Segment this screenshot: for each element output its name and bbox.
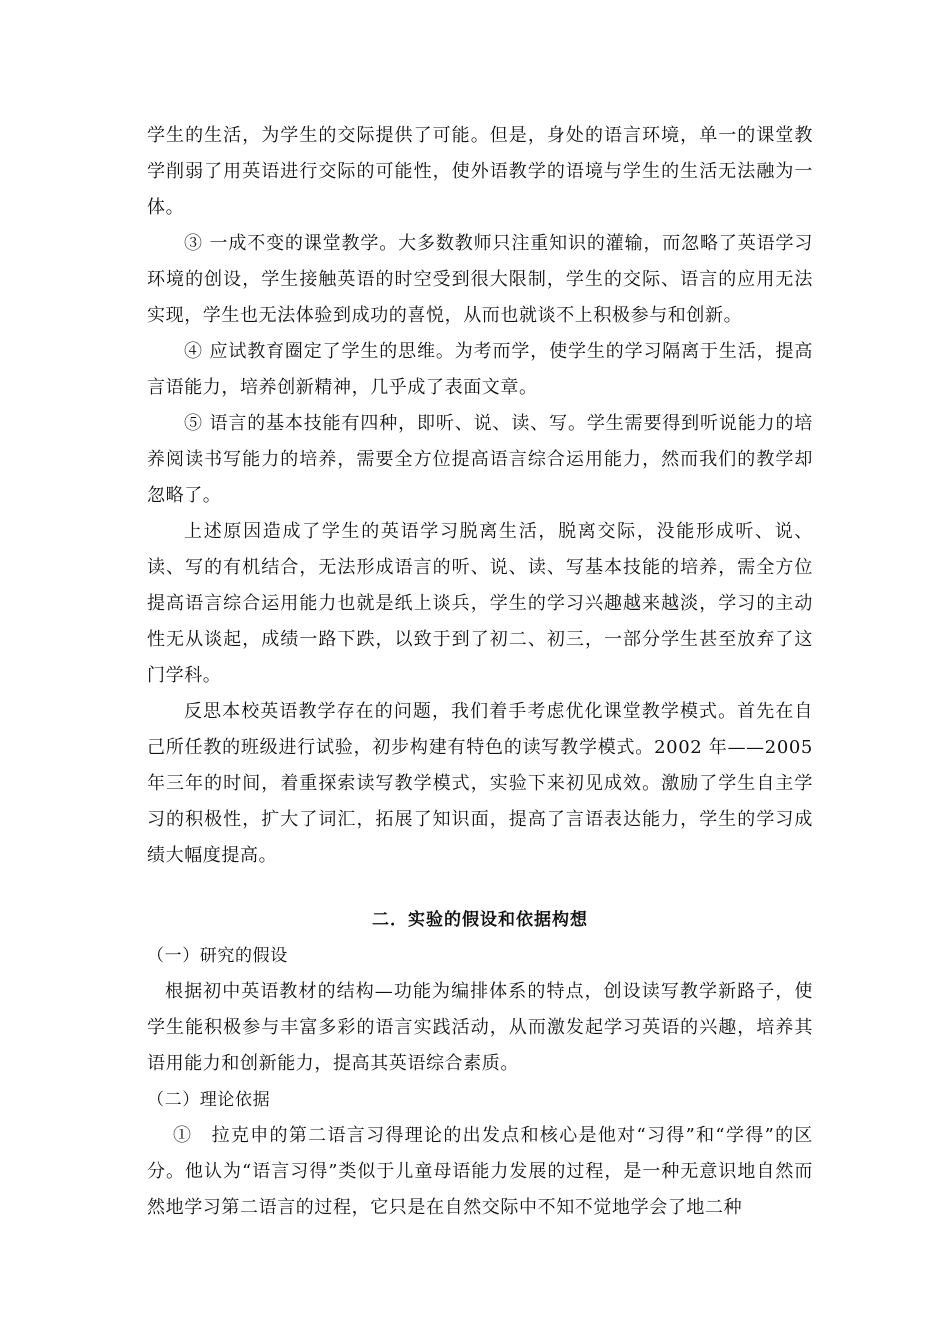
paragraph-causes-summary: 上述原因造成了学生的英语学习脱离生活，脱离交际，没能形成听、说、读、写的有机结合，无法形成语言的听、说、读、写基本技能的培养，需全方位提高语言综合运用能力也就是纸上谈兵，学生的学习兴趣越来越淡，学习的主动性无从谈起，成绩一路下跌，以致于到了初二、初三，一部分学生甚至放弃了这门学科。 (147, 521, 813, 686)
paragraph-point-4: ④ 应试教育圈定了学生的思维。为考而学，使学生的学习隔离于生活，提高言语能力，培养创新精神，几乎成了表面文章。 (147, 341, 813, 398)
paragraph-continuation: 学生的生活，为学生的交际提供了可能。但是，身处的语言环境，单一的课堂教学削弱了用英语进行交际的可能性，使外语教学的语境与学生的生活无法融为一体。 (147, 125, 813, 218)
subsection-heading-hypothesis: （一）研究的假设 (147, 946, 288, 966)
section-heading: 二．实验的假设和依据构想 (372, 910, 588, 930)
paragraph-theory-1: ① 拉克申的第二语言习得理论的出发点和核心是他对“习得”和“学得”的区分。他认为“语言习得”类似于儿童母语能力发展的过程，是一种无意识地自然而然地学习第二语言的过程，它只是在自然交际中不知不觉地学会了地二种 (147, 1125, 813, 1218)
document-page (147, 118, 813, 1226)
paragraph-point-5: ⑤ 语言的基本技能有四种，即听、说、读、写。学生需要得到听说能力的培养阅读书写能力的培养，需要全方位提高语言综合运用能力，然而我们的教学却忽略了。 (147, 413, 813, 506)
subsection-heading-theory: （二）理论依据 (147, 1090, 271, 1110)
paragraph-hypothesis: 根据初中英语教材的结构—功能为编排体系的特点，创设读写教学新路子，使学生能积极参与丰富多彩的语言实践活动，从而激发起学习英语的兴趣，培养其语用能力和创新能力，提高其英语综合素质。 (147, 981, 813, 1074)
paragraph-reflection: 反思本校英语教学存在的问题，我们着手考虑优化课堂教学模式。首先在自己所任教的班级进行试验，初步构建有特色的读写教学模式。2002 年——2005 年三年的时间，着重探索读写教学模式，实验下来初见成效。激励了学生自主学习的积极性，扩大了词汇，拓展了知识面，提高了言语表达能力，学生的学习成绩大幅度提高。 (147, 701, 813, 866)
paragraph-point-3: ③ 一成不变的课堂教学。大多数教师只注重知识的灌输，而忽略了英语学习环境的创设，学生接触英语的时空受到很大限制，学生的交际、语言的应用无法实现，学生也无法体验到成功的喜悦，从而也就谈不上积极参与和创新。 (147, 233, 813, 326)
